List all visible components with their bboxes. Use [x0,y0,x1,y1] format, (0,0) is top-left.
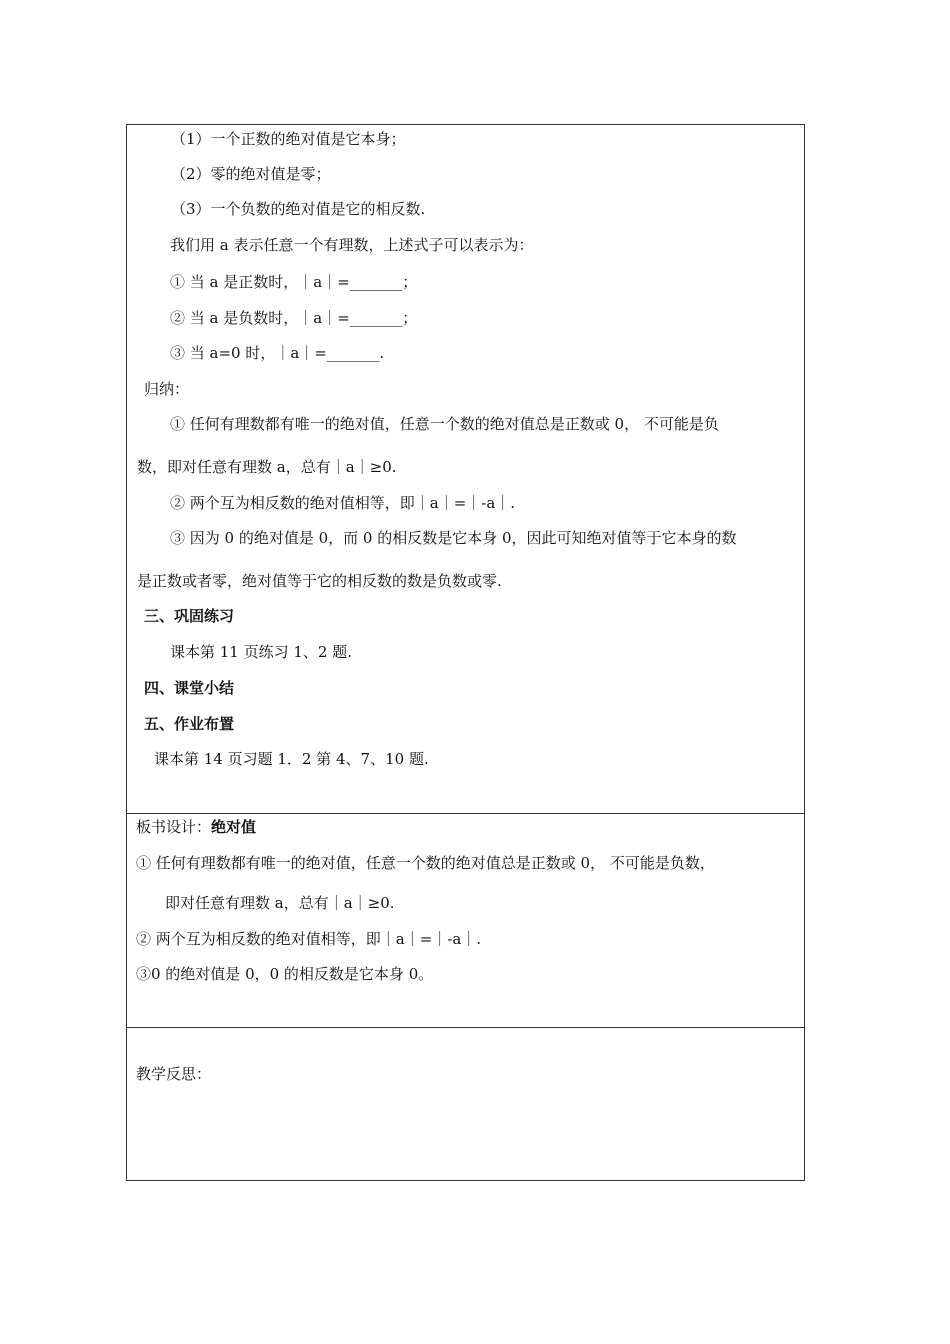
board-label: 板书设计： [136,818,212,836]
rule-positive: （1）一个正数的绝对值是它本身； [171,130,406,148]
board-heading [136,817,256,837]
board-point-1: ① 任何有理数都有唯一的绝对值，任意一个数的绝对值总是正数或 0， 不可能是负数， [136,854,715,872]
section-practice-title: 三、巩固练习 [144,607,235,625]
summary-label: 归纳： [144,380,190,398]
summary-point-1-cont: 数，即对任意有理数 a，总有｜a｜≥0. [137,458,397,476]
formula-case-zero: ③ 当 a=0 时，｜a｜=_______. [170,344,385,362]
section-homework-title: 五、作业布置 [144,715,235,733]
section-practice-text: 课本第 11 页练习 1、2 题. [170,643,353,661]
rule-zero: （2）零的绝对值是零； [171,165,331,183]
lesson-table [126,124,805,1181]
board-title: 绝对值 [211,818,257,836]
board-point-3: ③0 的绝对值是 0，0 的相反数是它本身 0。 [136,965,434,983]
section-summary-title: 四、课堂小结 [144,679,235,697]
summary-point-3-cont: 是正数或者零，绝对值等于它的相反数的数是负数或零. [137,572,502,590]
summary-point-2: ② 两个互为相反数的绝对值相等，即｜a｜=｜-a｜. [170,494,516,512]
formula-case-negative: ② 当 a 是负数时，｜a｜=_______； [170,309,418,327]
formula-intro: 我们用 a 表示任意一个有理数，上述式子可以表示为： [170,236,534,254]
summary-point-1: ① 任何有理数都有唯一的绝对值，任意一个数的绝对值总是正数或 0， 不可能是负 [170,415,719,433]
reflection-cell [127,1027,804,1180]
board-point-2: ② 两个互为相反数的绝对值相等，即｜a｜=｜-a｜. [136,930,482,948]
reflection-label: 教学反思： [136,1065,212,1083]
rule-negative: （3）一个负数的绝对值是它的相反数. [171,200,426,218]
section-homework-text: 课本第 14 页习题 1．2 第 4、7、10 题. [154,750,429,768]
formula-case-positive: ① 当 a 是正数时，｜a｜=_______； [170,273,418,291]
summary-point-3: ③ 因为 0 的绝对值是 0，而 0 的相反数是它本身 0，因此可知绝对值等于它本身的数 [170,529,737,547]
board-point-1-cont: 即对任意有理数 a，总有｜a｜≥0. [165,894,395,912]
board-design-cell [127,813,804,1027]
lesson-content-cell [127,125,804,813]
